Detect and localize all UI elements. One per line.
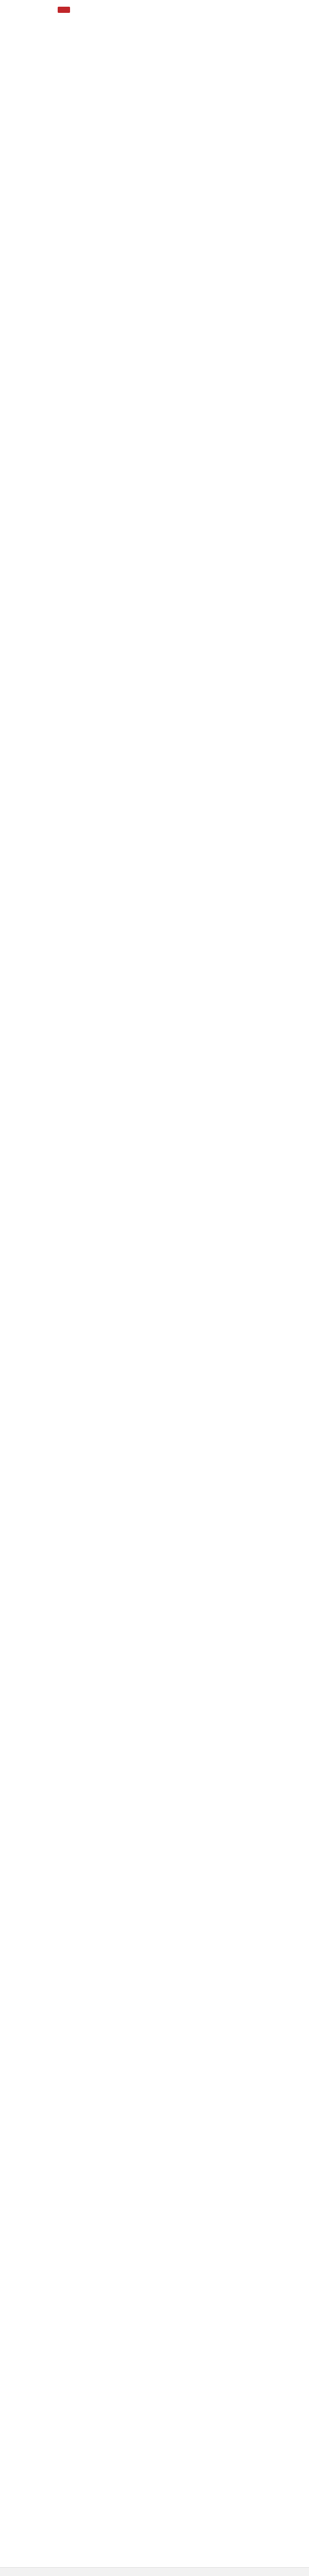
list-item[interactable]: [0, 0, 309, 21]
listing: [0, 0, 309, 21]
status-badge: [58, 7, 70, 13]
footer: [0, 2567, 309, 2576]
